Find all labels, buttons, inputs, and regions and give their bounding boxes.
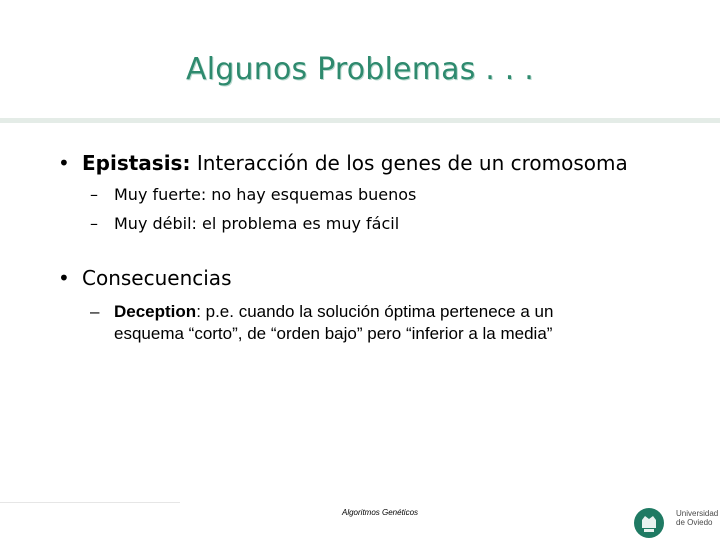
dash-marker: –: [90, 214, 98, 233]
bullet-dot: •: [58, 151, 70, 175]
bullet-consecuencias: [58, 265, 231, 291]
subitem-text: : p.e. cuando la solución óptima pertenece a un: [196, 302, 554, 321]
logo-line2: de Oviedo: [676, 518, 713, 527]
subitem-strong: [90, 184, 416, 206]
bullet-dot: •: [58, 266, 70, 290]
bullet-epistasis: [58, 150, 628, 176]
subitem-text: esquema “corto”, de “orden bajo” pero “inferior a la media”: [114, 324, 553, 343]
subitem-deception-cont: [114, 323, 694, 345]
bullet-text: Consecuencias: [82, 266, 232, 290]
logo-line1: Universidad: [676, 509, 719, 518]
dash-marker: –: [90, 302, 100, 321]
footer-label: Algoritmos Genéticos: [341, 508, 419, 517]
subitem-text: Muy débil: el problema es muy fácil: [114, 214, 400, 233]
slide-title: Algunos Problemas . . .: [186, 52, 534, 87]
title-divider: [0, 118, 720, 123]
university-name: [676, 509, 718, 527]
bullet-text: Interacción de los genes de un cromosoma: [190, 151, 628, 175]
subitem-text: Muy fuerte: no hay esquemas buenos: [114, 185, 417, 204]
subitem-deception: [90, 301, 670, 323]
footer-divider: [0, 502, 180, 503]
subitem-bold: Deception: [114, 302, 197, 321]
bullet-bold: Epistasis:: [82, 151, 191, 175]
subitem-weak: [90, 213, 399, 235]
dash-marker: –: [90, 185, 98, 204]
